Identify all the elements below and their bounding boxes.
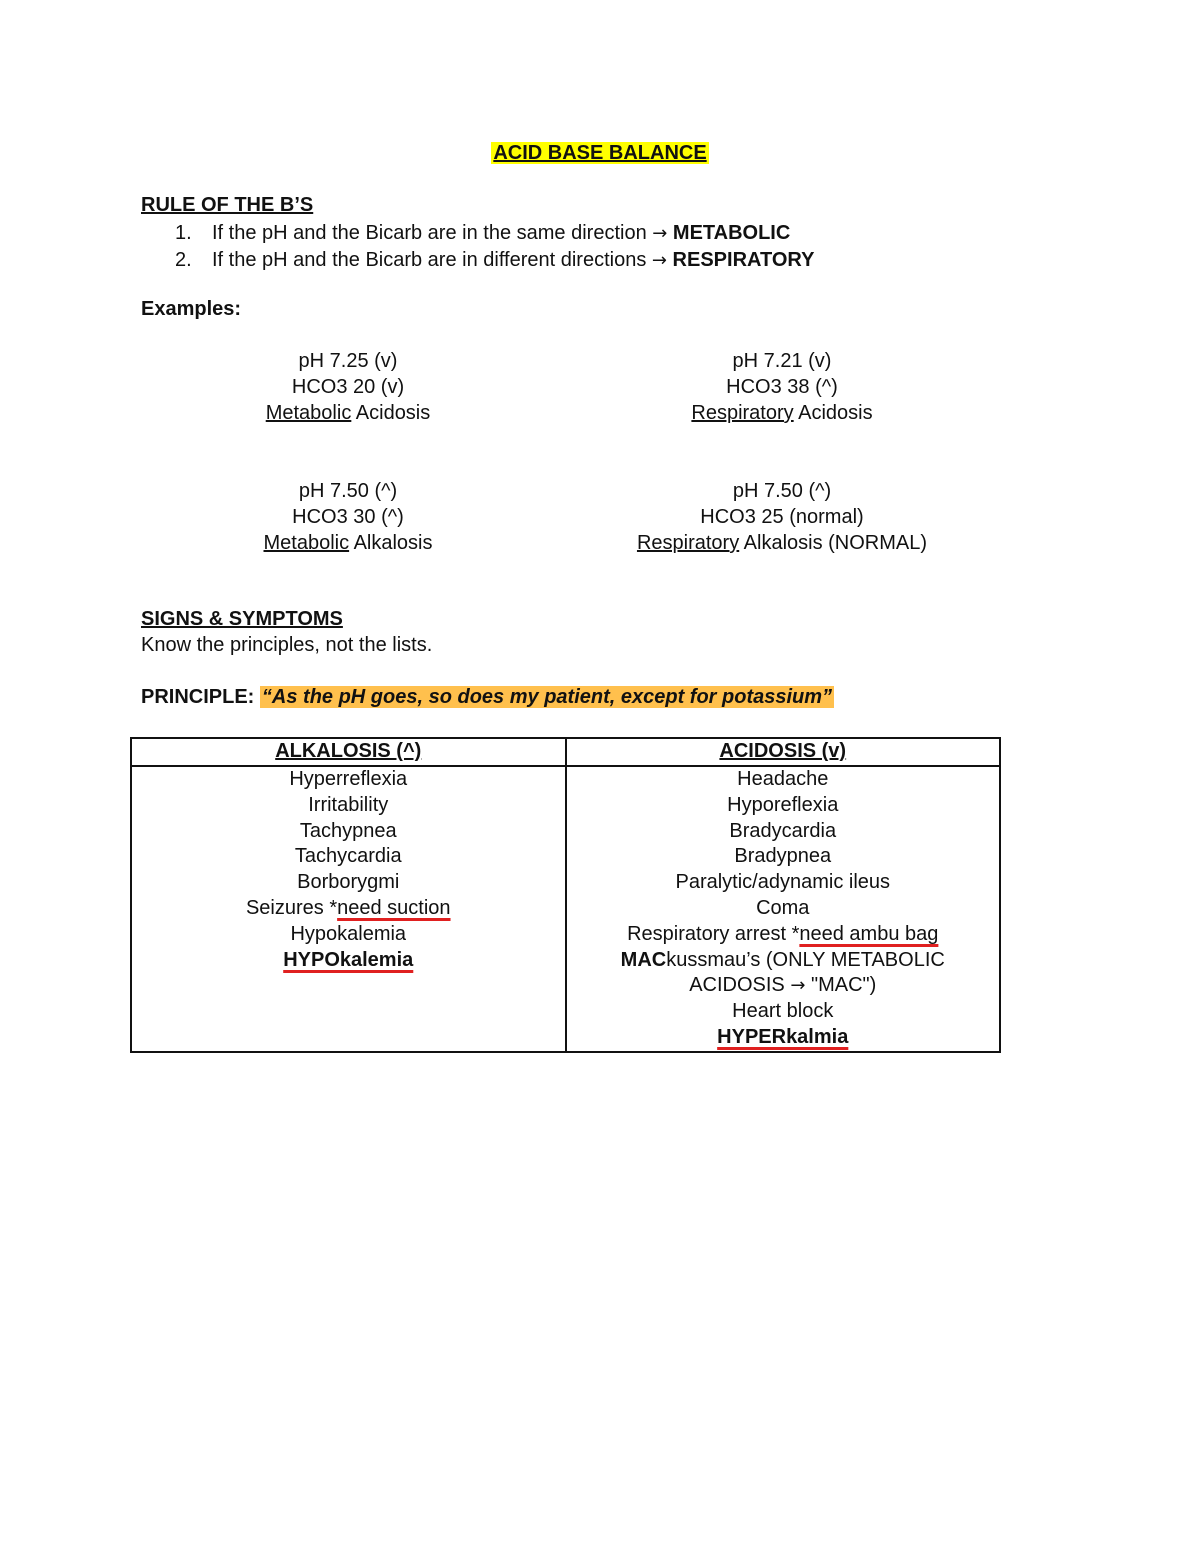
- example-result: Metabolic Acidosis: [265, 402, 431, 424]
- example-result: Respiratory Alkalosis (NORMAL): [636, 532, 928, 554]
- table-header-alkalosis: ALKALOSIS (^): [131, 738, 566, 766]
- table-header-acidosis: ACIDOSIS (v): [566, 738, 1001, 766]
- rules-list: [141, 220, 814, 274]
- rule-number: 1.: [175, 222, 192, 244]
- arrow-right-icon: →: [652, 223, 668, 244]
- arrow-right-icon: →: [790, 975, 806, 997]
- rule-result: METABOLIC: [672, 222, 791, 244]
- example-block: [138, 478, 558, 556]
- example-hco3: HCO3 38 (^): [726, 376, 838, 398]
- examples-label: Examples:: [141, 298, 242, 320]
- list-item: ACIDOSIS → "MAC"): [689, 974, 877, 997]
- example-block: [138, 348, 558, 426]
- example-block: [572, 478, 992, 556]
- example-result: Respiratory Acidosis: [691, 402, 873, 424]
- list-item: HYPERkalmia: [717, 1025, 849, 1048]
- rule-item: [141, 220, 814, 247]
- example-hco3: HCO3 30 (^): [292, 506, 404, 528]
- principle-quote: “As the pH goes, so does my patient, except for potassium”: [261, 686, 833, 708]
- principle-label: PRINCIPLE:: [141, 686, 255, 708]
- rule-item: [141, 247, 814, 274]
- list-item: Seizures *need suction: [245, 896, 451, 919]
- document-title: ACID BASE BALANCE: [493, 142, 707, 164]
- rule-heading: RULE OF THE B’S: [141, 194, 314, 216]
- acidosis-column: [566, 766, 1001, 1052]
- example-hco3: HCO3 20 (v): [291, 376, 405, 398]
- alkalosis-column: [131, 766, 566, 1052]
- rule-text: If the pH and the Bicarb are in the same direction: [212, 222, 647, 244]
- signs-heading: SIGNS & SYMPTOMS: [141, 608, 343, 630]
- list-item: Paralytic/adynamic ileus: [675, 871, 891, 894]
- example-hco3: HCO3 25 (normal): [700, 506, 864, 528]
- list-item: Hyporeflexia: [727, 793, 839, 816]
- list-item: Bradypnea: [734, 845, 832, 868]
- list-item: Respiratory arrest *need ambu bag: [627, 922, 939, 945]
- list-item: Hyperreflexia: [289, 768, 408, 790]
- list-item: Bradycardia: [729, 819, 837, 842]
- example-ph: pH 7.25 (v): [298, 350, 398, 372]
- list-item: Tachypnea: [299, 819, 397, 842]
- signs-symptoms-table: [130, 737, 1001, 1053]
- list-item: HYPOkalemia: [283, 948, 414, 971]
- example-ph: pH 7.21 (v): [732, 350, 832, 372]
- arrow-right-icon: →: [651, 250, 667, 271]
- example-block: [572, 348, 992, 426]
- list-item: Heart block: [732, 1000, 834, 1023]
- list-item: Borborygmi: [297, 871, 400, 894]
- rule-number: 2.: [175, 249, 192, 271]
- list-item: Tachycardia: [294, 845, 402, 868]
- rule-result: RESPIRATORY: [672, 249, 815, 271]
- example-ph: pH 7.50 (^): [298, 480, 398, 502]
- principle-line: [141, 686, 834, 709]
- signs-note: Know the principles, not the lists.: [141, 634, 433, 656]
- example-result: Metabolic Alkalosis: [263, 532, 433, 554]
- list-item: Hypokalemia: [290, 922, 407, 945]
- example-ph: pH 7.50 (^): [732, 480, 832, 502]
- list-item: Coma: [756, 896, 810, 919]
- list-item: Irritability: [308, 793, 389, 816]
- list-item: MACkussmau’s (ONLY METABOLIC: [620, 948, 945, 971]
- rule-text: If the pH and the Bicarb are in different directions: [212, 249, 647, 271]
- list-item: Headache: [737, 768, 829, 790]
